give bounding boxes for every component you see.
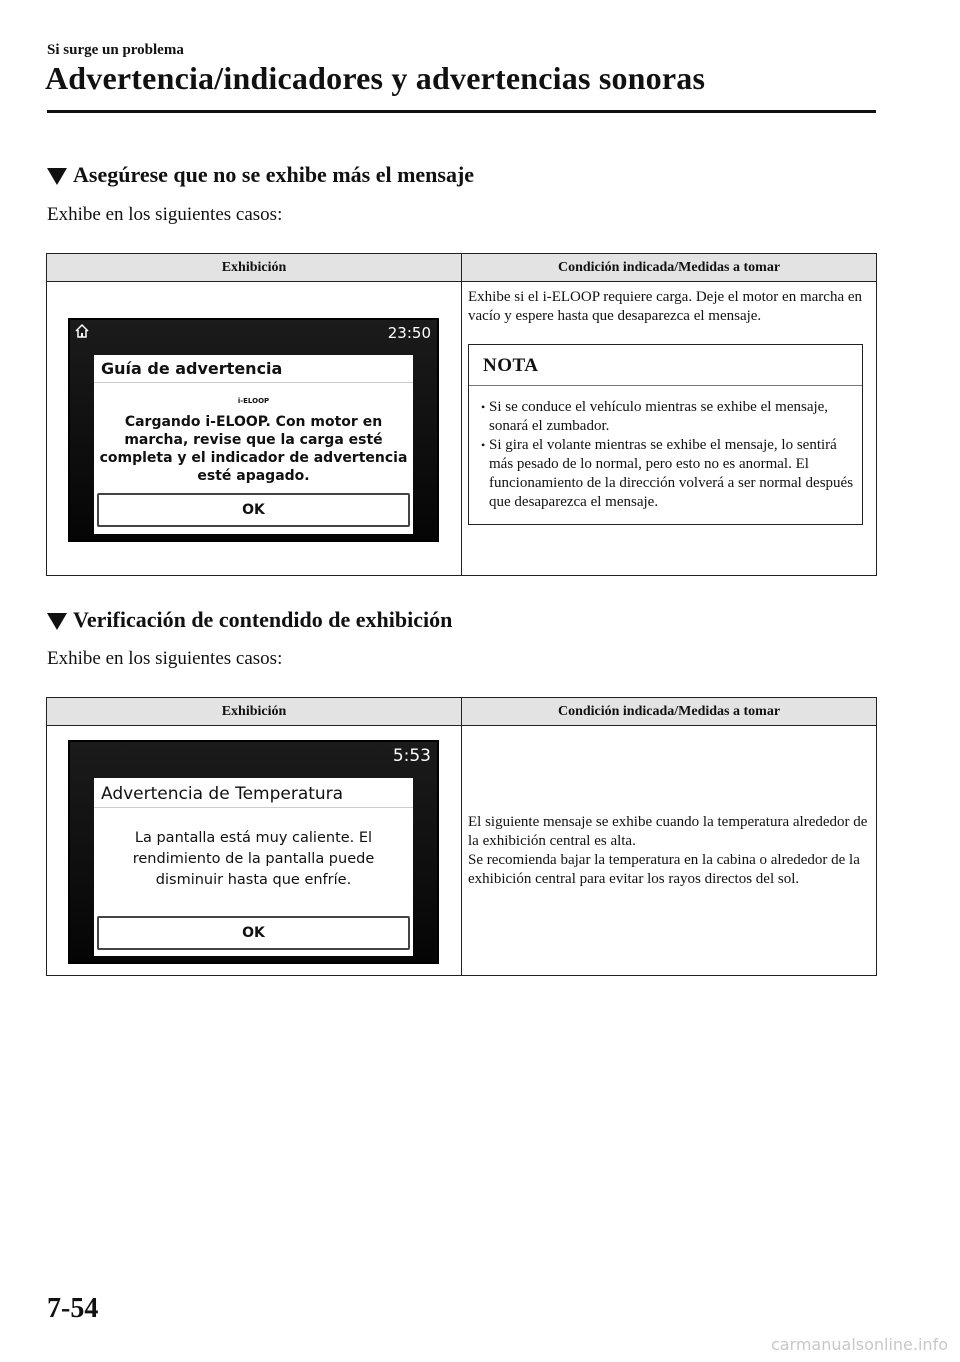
section-heading-1 (47, 162, 474, 188)
screen-clock: 5:53 (392, 746, 431, 766)
triangle-bullet-icon (47, 168, 67, 185)
dialog-tag: i-ELOOP (237, 397, 270, 405)
condition-cell-2 (462, 726, 877, 976)
section-label: Si surge un problema (47, 42, 184, 58)
ok-button[interactable]: OK (97, 916, 410, 950)
temperature-dialog (94, 778, 413, 956)
column-header-condition: Condición indicada/Medidas a tomar (462, 698, 877, 726)
dialog-title: Guía de advertencia (94, 355, 413, 383)
display-cell-1 (47, 282, 462, 576)
screen-clock: 23:50 (387, 324, 431, 342)
warning-dialog (94, 355, 413, 534)
page-title: Advertencia/indicadores y advertencias sonoras (45, 60, 706, 96)
column-header-display: Exhibición (47, 254, 462, 282)
display-cell-2 (47, 726, 462, 976)
note-item: • Si gira el volante mientras se exhibe el mensaje, lo sentirá más pesado de lo normal, pero esto no es anormal. El funcionamiento de la dirección volverá a ser normal después que desaparezca el mensaje. (479, 436, 854, 512)
section-heading-1-text: Asegúrese que no se exhibe más el mensaje (73, 162, 475, 187)
dialog-title: Advertencia de Temperatura (94, 778, 413, 808)
display-table-1 (46, 253, 877, 576)
section-heading-2 (47, 607, 452, 633)
home-icon (74, 323, 90, 339)
note-heading: NOTA (469, 345, 862, 386)
triangle-bullet-icon (47, 613, 67, 630)
condition-description-2: El siguiente mensaje se exhibe cuando la temperatura alrededor de la exhibición central es alta. Se recomienda bajar la temperatura en la cabina o alrededor de la exhibición central para evitar los rayos directos del sol. (468, 813, 868, 887)
column-header-condition: Condición indicada/Medidas a tomar (462, 254, 877, 282)
condition-description-1: Exhibe si el i-ELOOP requiere carga. Deje el motor en marcha en vacío y espere hasta que desaparezca el mensaje. (468, 289, 863, 324)
note-box (468, 344, 863, 525)
page-number: 7-54 (47, 1293, 99, 1324)
watermark: carmanualsonline.info (770, 1335, 948, 1354)
section-intro-1: Exhibe en los siguientes casos: (47, 204, 283, 225)
title-rule (47, 110, 876, 113)
section-intro-2: Exhibe en los siguientes casos: (47, 648, 283, 669)
screen-eloop (68, 318, 439, 542)
condition-cell-1 (462, 282, 877, 576)
note-list (469, 386, 862, 524)
note-item: • Si se conduce el vehículo mientras se exhibe el mensaje, sonará el zumbador. (479, 398, 854, 436)
display-table-2 (46, 697, 877, 976)
screen-temperature (68, 740, 439, 964)
section-heading-2-text: Verificación de contendido de exhibición (73, 607, 453, 632)
ok-button[interactable]: OK (97, 493, 410, 527)
dialog-message: Cargando i-ELOOP. Con motor en marcha, revise que la carga esté completa y el indicador de advertencia esté apagado. (99, 414, 408, 484)
dialog-message: La pantalla está muy caliente. El rendimiento de la pantalla puede disminuir hasta que enfríe. (132, 830, 375, 888)
column-header-display: Exhibición (47, 698, 462, 726)
